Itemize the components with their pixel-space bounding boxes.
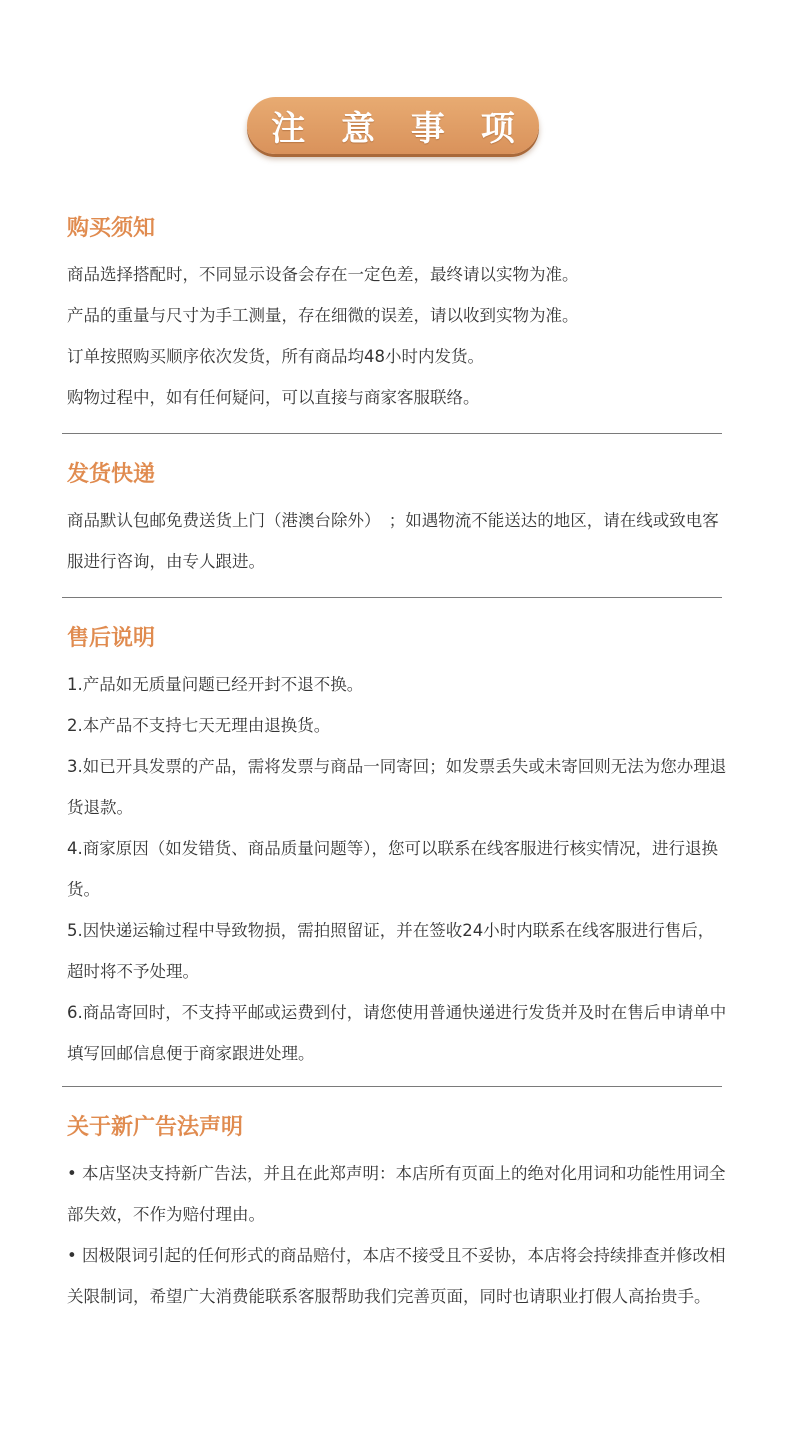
paragraph: • 本店坚决支持新广告法，并且在此郑声明：本店所有页面上的绝对化用词和功能性用词全部失效，不作为赔付理由。 xyxy=(67,1164,726,1224)
section-body xyxy=(67,254,727,418)
paragraph: 4.商家原因（如发错货、商品质量问题等），您可以联系在线客服进行核实情况，进行退换货。 xyxy=(67,839,718,899)
banner-title: 注 意 事 项 xyxy=(271,109,527,149)
section-title: 发货快递 xyxy=(67,462,156,487)
paragraph: 1.产品如无质量问题已经开封不退不换。 xyxy=(67,675,364,694)
section-purchase-notice xyxy=(67,214,727,418)
section-divider xyxy=(62,433,722,434)
section-title: 购买须知 xyxy=(67,216,156,241)
notice-banner xyxy=(247,97,539,154)
paragraph: 6.商品寄回时，不支持平邮或运费到付，请您使用普通快递进行发货并及时在售后申请单中填写回邮信息便于商家跟进处理。 xyxy=(67,1003,727,1063)
section-divider xyxy=(62,597,722,598)
paragraph: 商品选择搭配时，不同显示设备会存在一定色差，最终请以实物为准。 xyxy=(67,265,579,284)
paragraph: 2.本产品不支持七天无理由退换货。 xyxy=(67,716,331,735)
paragraph: 产品的重量与尺寸为手工测量，存在细微的误差，请以收到实物为准。 xyxy=(67,306,579,325)
section-title: 售后说明 xyxy=(67,626,156,651)
paragraph: 订单按照购买顺序依次发货，所有商品均48小时内发货。 xyxy=(67,347,484,366)
paragraph: 购物过程中，如有任何疑问，可以直接与商家客服联络。 xyxy=(67,388,480,407)
section-body xyxy=(67,664,727,1074)
section-divider xyxy=(62,1086,722,1087)
section-body xyxy=(67,1153,727,1317)
section-title: 关于新广告法声明 xyxy=(67,1115,244,1140)
section-ad-law-statement xyxy=(67,1113,727,1317)
section-shipping xyxy=(67,460,727,582)
paragraph: 商品默认包邮免费送货上门（港澳台除外） ；如遇物流不能送达的地区，请在线或致电客服进行咨询，由专人跟进。 xyxy=(67,511,719,571)
paragraph: • 因极限词引起的任何形式的商品赔付，本店不接受且不妥协，本店将会持续排查并修改相关限制词，希望广大消费能联系客服帮助我们完善页面，同时也请职业打假人高抬贵手。 xyxy=(67,1246,726,1306)
section-after-sales xyxy=(67,624,727,1074)
paragraph: 3.如已开具发票的产品，需将发票与商品一同寄回；如发票丢失或未寄回则无法为您办理退货退款。 xyxy=(67,757,727,817)
section-body xyxy=(67,500,727,582)
paragraph: 5.因快递运输过程中导致物损，需拍照留证，并在签收24小时内联系在线客服进行售后，超时将不予处理。 xyxy=(67,921,715,981)
